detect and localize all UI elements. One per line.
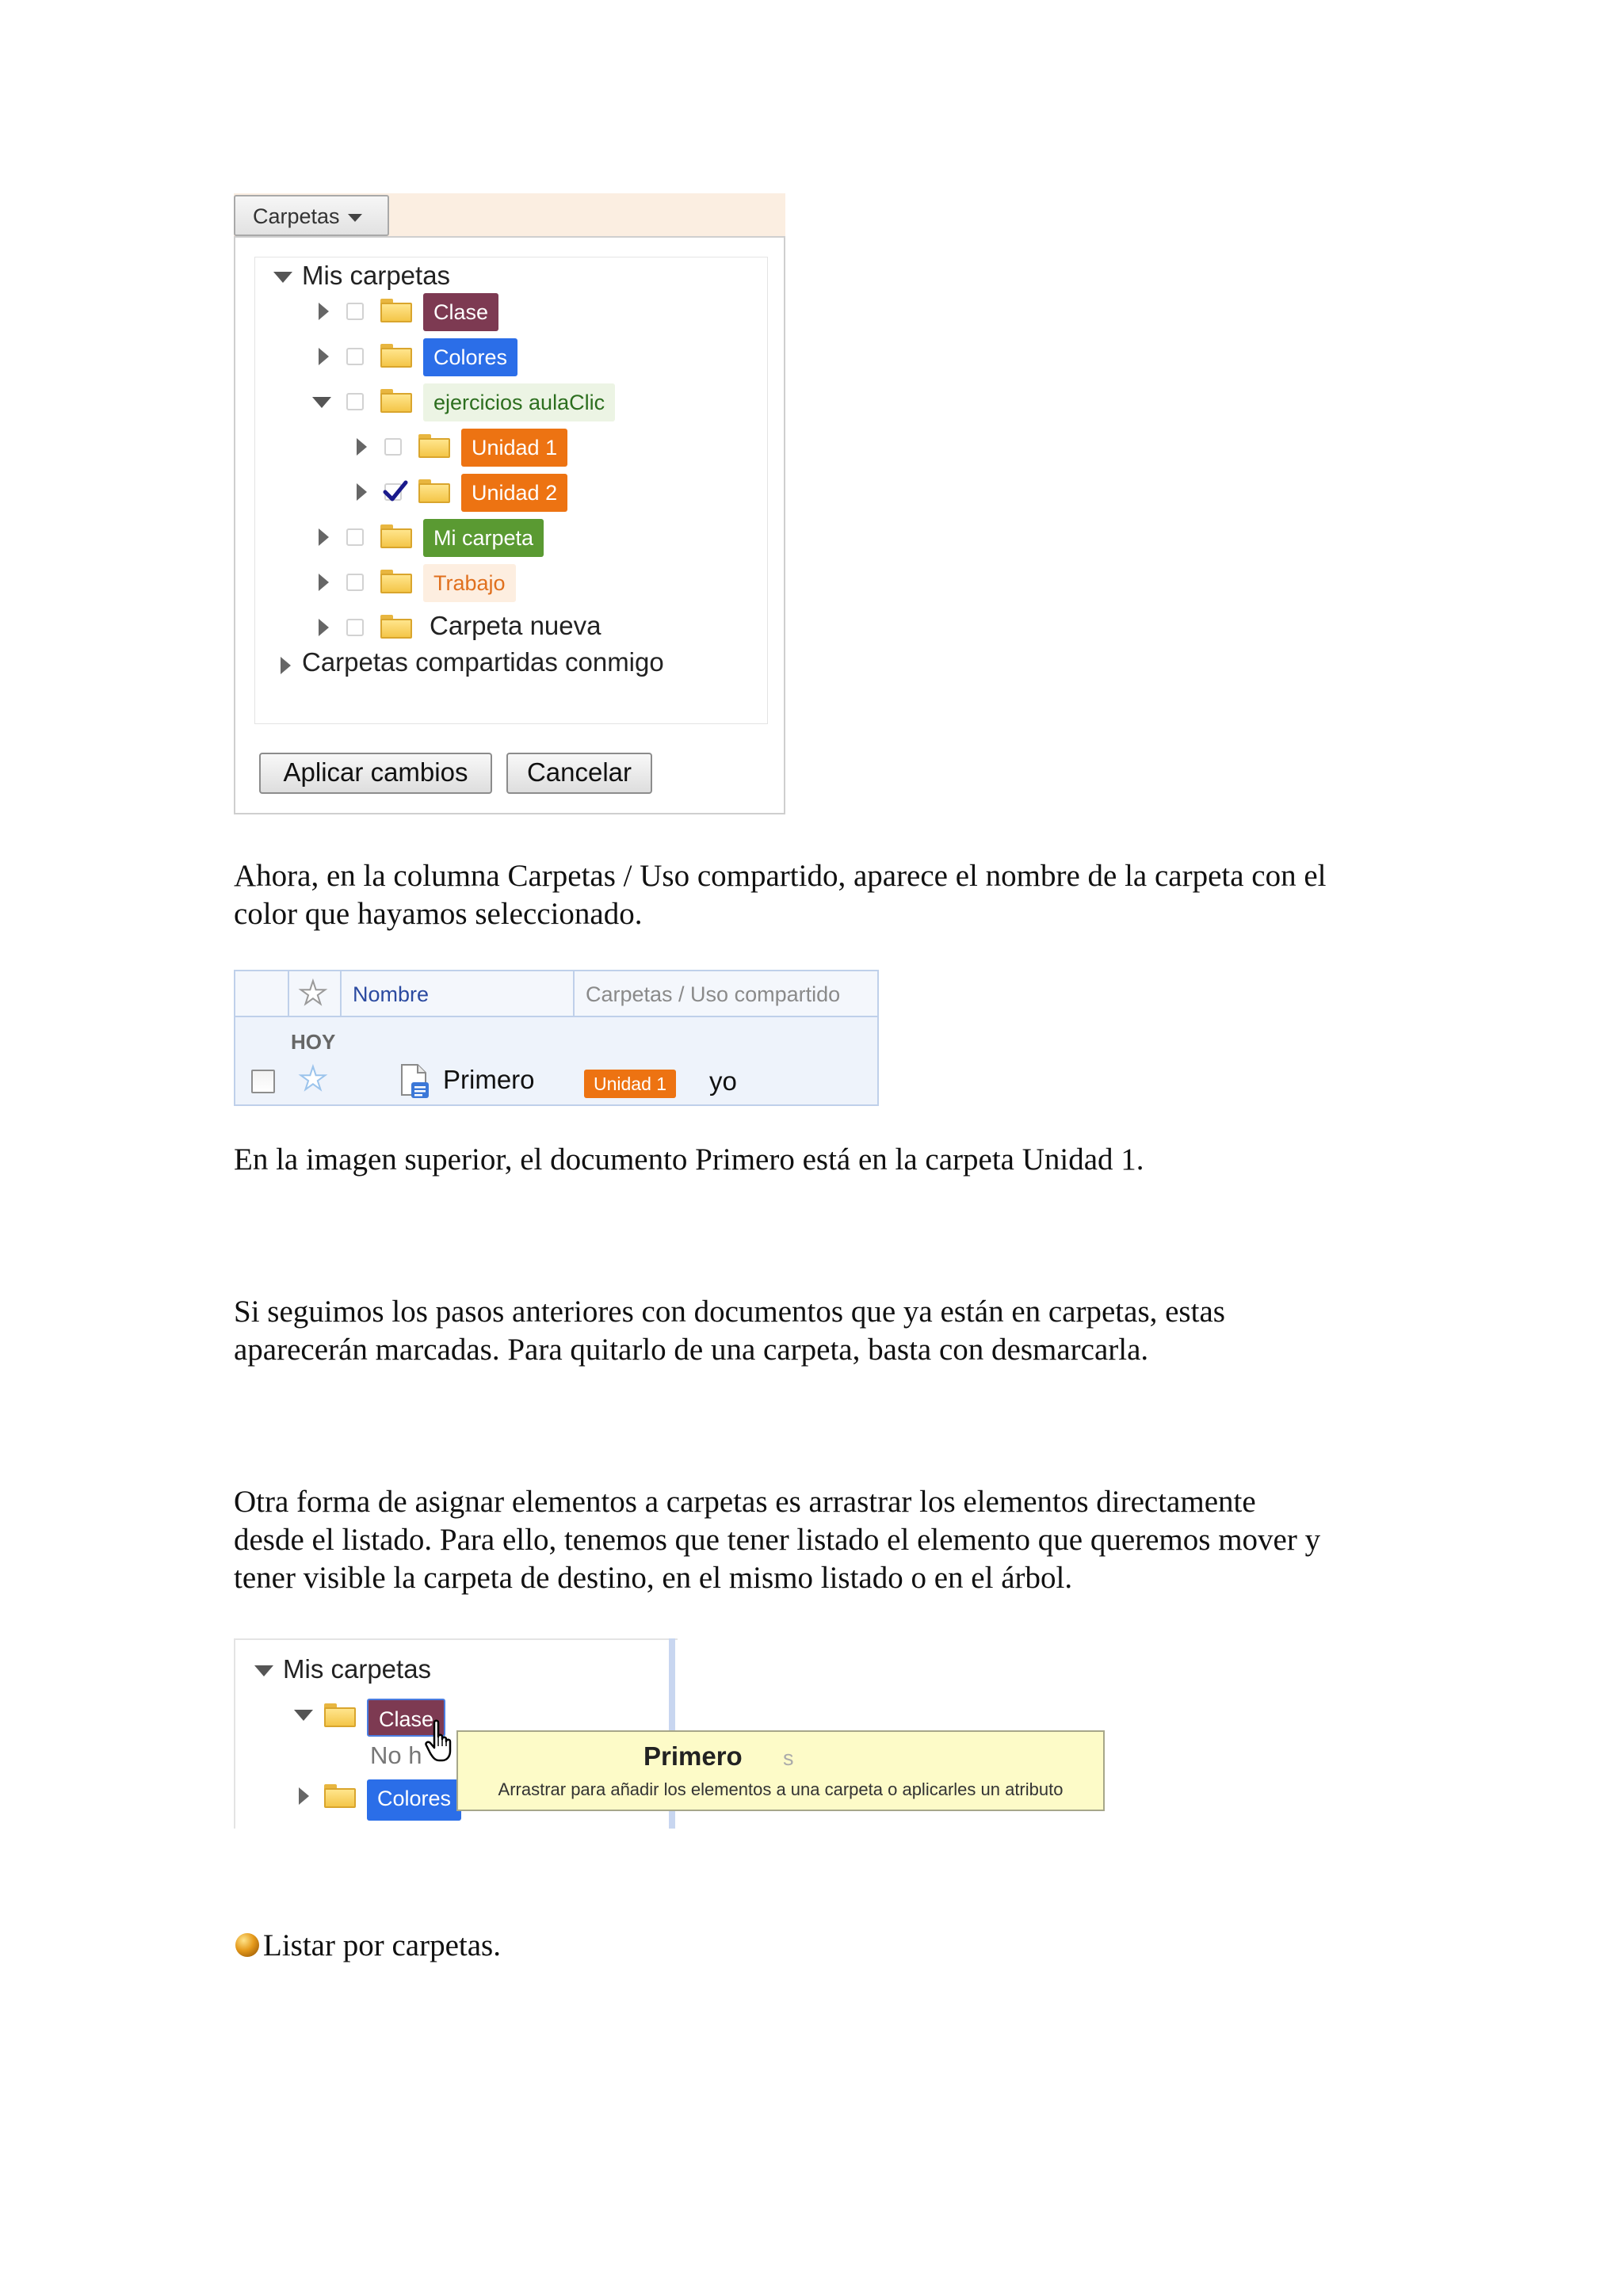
paragraph-line: En la imagen superior, el documento Primero está en la carpeta Unidad 1. bbox=[234, 1142, 1144, 1177]
hand-cursor-icon bbox=[425, 1719, 460, 1764]
folder-checkbox-trabajo[interactable] bbox=[346, 574, 364, 591]
folders-dropdown[interactable] bbox=[234, 195, 389, 236]
folder-icon bbox=[418, 479, 450, 503]
owner-label: yo bbox=[709, 1066, 737, 1096]
paragraph-line: Ahora, en la columna Carpetas / Uso compartido, aparece el nombre de la carpeta con el bbox=[234, 859, 1327, 893]
apply-changes-button[interactable]: Aplicar cambios bbox=[259, 753, 492, 794]
document-name[interactable]: Primero bbox=[443, 1065, 535, 1094]
paragraph-line: aparecerán marcadas. Para quitarlo de una carpeta, basta con desmarcarla. bbox=[234, 1333, 1149, 1367]
folder-label-clase[interactable]: Clase bbox=[423, 293, 498, 331]
expand-triangle-icon[interactable] bbox=[312, 397, 331, 408]
paragraph-line: color que hayamos seleccionado. bbox=[234, 897, 643, 931]
expand-triangle-icon[interactable] bbox=[294, 1710, 313, 1721]
bullet-label: Listar por carpetas. bbox=[263, 1928, 501, 1962]
checkmark-icon bbox=[382, 478, 409, 505]
folder-tag[interactable]: Unidad 1 bbox=[584, 1070, 676, 1098]
row-star-icon[interactable]: ★ bbox=[299, 1062, 327, 1097]
empty-folder-text-fragment: s bbox=[783, 1746, 794, 1770]
folder-icon bbox=[418, 434, 450, 458]
folder-dialog bbox=[234, 193, 785, 814]
folder-label-carpeta-nueva[interactable]: Carpeta nueva bbox=[430, 611, 601, 640]
paragraph-3 bbox=[234, 1293, 1423, 1369]
expand-triangle-icon[interactable] bbox=[273, 272, 292, 283]
tree-root-label[interactable]: Mis carpetas bbox=[283, 1654, 432, 1684]
star-icon[interactable]: ★ bbox=[299, 976, 327, 1011]
folder-checkbox-mi-carpeta[interactable] bbox=[346, 528, 364, 546]
collapse-triangle-icon[interactable] bbox=[319, 348, 329, 365]
paragraph-1 bbox=[234, 857, 1423, 933]
folder-tree bbox=[254, 257, 768, 724]
folders-dropdown-label: Carpetas bbox=[253, 204, 340, 228]
chevron-down-icon bbox=[348, 214, 362, 222]
bullet-text bbox=[263, 1927, 1452, 1965]
drag-tooltip bbox=[456, 1730, 1105, 1811]
paragraph-2 bbox=[234, 1141, 1423, 1179]
folder-icon bbox=[380, 570, 412, 593]
folder-icon bbox=[380, 524, 412, 548]
collapse-triangle-icon[interactable] bbox=[319, 528, 329, 546]
drop-target-folder-clase[interactable]: Clase bbox=[367, 1699, 445, 1737]
folder-label-colores[interactable]: Colores bbox=[367, 1779, 461, 1821]
collapse-triangle-icon[interactable] bbox=[281, 657, 291, 674]
folder-checkbox-ejercicios[interactable] bbox=[346, 393, 364, 410]
folder-icon bbox=[380, 389, 412, 413]
folder-label-unidad-1[interactable]: Unidad 1 bbox=[461, 429, 567, 467]
bullet-icon bbox=[235, 1933, 259, 1957]
collapse-triangle-icon[interactable] bbox=[319, 619, 329, 636]
collapse-triangle-icon[interactable] bbox=[357, 483, 367, 501]
folder-checkbox-unidad-1[interactable] bbox=[384, 438, 402, 456]
paragraph-line: tener visible la carpeta de destino, en el mismo listado o en el árbol. bbox=[234, 1561, 1073, 1595]
folder-icon bbox=[380, 615, 412, 639]
folder-checkbox-colores[interactable] bbox=[346, 348, 364, 365]
shared-folders-label[interactable]: Carpetas compartidas conmigo bbox=[302, 647, 664, 677]
folder-icon bbox=[380, 299, 412, 322]
cancel-button[interactable]: Cancelar bbox=[506, 753, 652, 794]
tree-root-label[interactable]: Mis carpetas bbox=[302, 261, 451, 290]
document-icon bbox=[399, 1063, 430, 1100]
folder-icon bbox=[324, 1703, 356, 1727]
folder-label-mi-carpeta[interactable]: Mi carpeta bbox=[423, 519, 544, 557]
tooltip-hint: Arrastrar para añadir los elementos a una carpeta o aplicarles un atributo bbox=[498, 1779, 1064, 1799]
collapse-triangle-icon[interactable] bbox=[299, 1787, 309, 1805]
paragraph-line: Otra forma de asignar elementos a carpetas es arrastrar los elementos directamente bbox=[234, 1485, 1256, 1519]
collapse-triangle-icon[interactable] bbox=[319, 303, 329, 320]
empty-folder-text: No h bbox=[370, 1741, 422, 1769]
expand-triangle-icon[interactable] bbox=[254, 1665, 273, 1676]
column-header-name[interactable]: Nombre bbox=[353, 982, 430, 1006]
folder-checkbox-carpeta-nueva[interactable] bbox=[346, 619, 364, 636]
row-checkbox[interactable] bbox=[251, 1070, 275, 1093]
folder-label-colores[interactable]: Colores bbox=[423, 338, 517, 376]
paragraph-line: Si seguimos los pasos anteriores con documentos que ya están en carpetas, estas bbox=[234, 1295, 1225, 1329]
paragraph-line: desde el listado. Para ello, tenemos que tener listado el elemento que queremos mover y bbox=[234, 1523, 1321, 1557]
folder-label-ejercicios[interactable]: ejercicios aulaClic bbox=[423, 383, 615, 421]
group-label: HOY bbox=[291, 1030, 336, 1054]
folder-checkbox-clase[interactable] bbox=[346, 303, 364, 320]
folder-icon bbox=[380, 344, 412, 368]
folder-icon bbox=[324, 1784, 356, 1808]
dialog-panel bbox=[234, 236, 785, 814]
document-list bbox=[234, 970, 879, 1106]
folder-label-trabajo[interactable]: Trabajo bbox=[423, 564, 516, 602]
collapse-triangle-icon[interactable] bbox=[319, 574, 329, 591]
collapse-triangle-icon[interactable] bbox=[357, 438, 367, 456]
column-header-folders[interactable]: Carpetas / Uso compartido bbox=[586, 982, 841, 1006]
folder-label-unidad-2[interactable]: Unidad 2 bbox=[461, 474, 567, 512]
dragged-item-name: Primero bbox=[643, 1741, 743, 1771]
paragraph-4 bbox=[234, 1483, 1423, 1597]
list-header bbox=[235, 971, 877, 1017]
